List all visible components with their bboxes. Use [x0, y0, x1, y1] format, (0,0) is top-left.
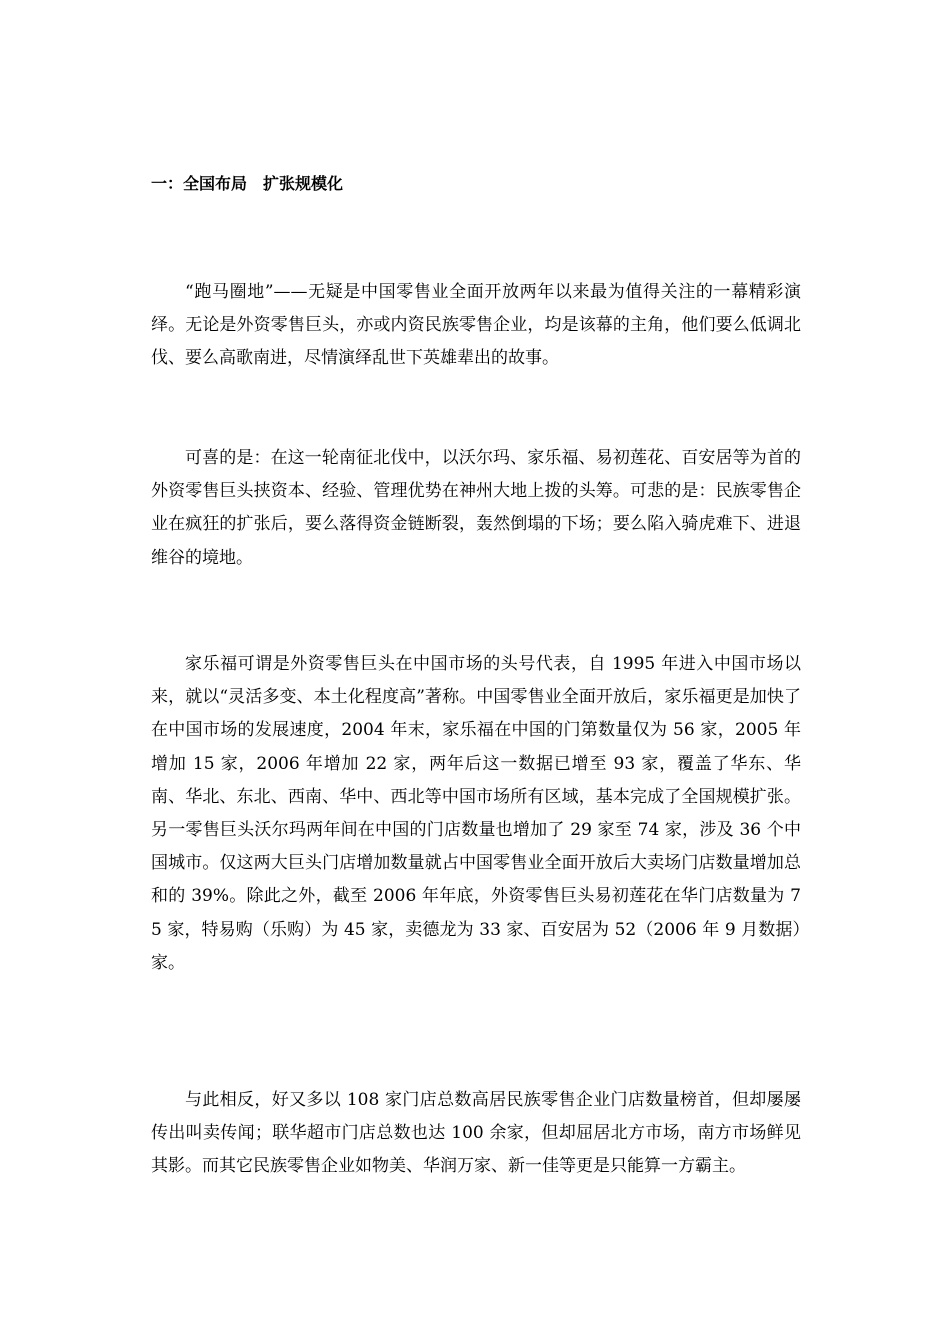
paragraph-contrast: 可喜的是：在这一轮南征北伐中，以沃尔玛、家乐福、易初莲花、百安居等为首的外资零售巨头挟资本、经验、管理优势在神州大地上拨的头筹。可悲的是：民族零售企业在疯狂的扩张后，要么落得资金链断裂，轰然倒塌的下场；要么陷入骑虎难下、进退维谷的境地。	[151, 448, 801, 568]
paragraph-intro: “跑马圈地”——无疑是中国零售业全面开放两年以来最为值得关注的一幕精彩演绎。无论是外资零售巨头，亦或内资民族零售企业，均是该幕的主角，他们要么低调北伐、要么高歌南进，尽情演绎乱世下英雄辈出的故事。	[151, 282, 801, 369]
paragraph-carrefour: 家乐福可谓是外资零售巨头在中国市场的头号代表，自 1995 年进入中国市场以来，就以“灵活多变、本土化程度高”著称。中国零售业全面开放后，家乐福更是加快了在中国市场的发展速度，2004 年末，家乐福在中国的门第数量仅为 56 家，2005 年增加 15 家，2006 年增加 22 家，两年后这一数据已增至 93 家，覆盖了华东、华南、华北、东北、西南、华中、西北等中国市场所有区域，基本完成了全国规模扩张。另一零售巨头沃尔玛两年间在中国的门店数量也增加了 29 家至 74 家，涉及 36 个中国城市。仅这两大巨头门店增加数量就占中国零售业全面开放后大卖场门店数量增加总和的 39%。除此之外，截至 2006 年年底，外资零售巨头易初莲花在华门店数量为 75 家，特易购（乐购）为 45 家，卖德龙为 33 家、百安居为 52（2006 年 9 月数据）家。	[151, 654, 801, 973]
paragraph-domestic: 与此相反，好又多以 108 家门店总数高居民族零售企业门店数量榜首，但却屡屡传出叫卖传闻；联华超市门店总数也达 100 余家，但却屈居北方市场，南方市场鲜见其影。而其它民族零售企业如物美、华润万家、新一佳等更是只能算一方霸主。	[151, 1090, 801, 1177]
section-heading: 一：全国布局 扩张规模化	[151, 174, 344, 193]
